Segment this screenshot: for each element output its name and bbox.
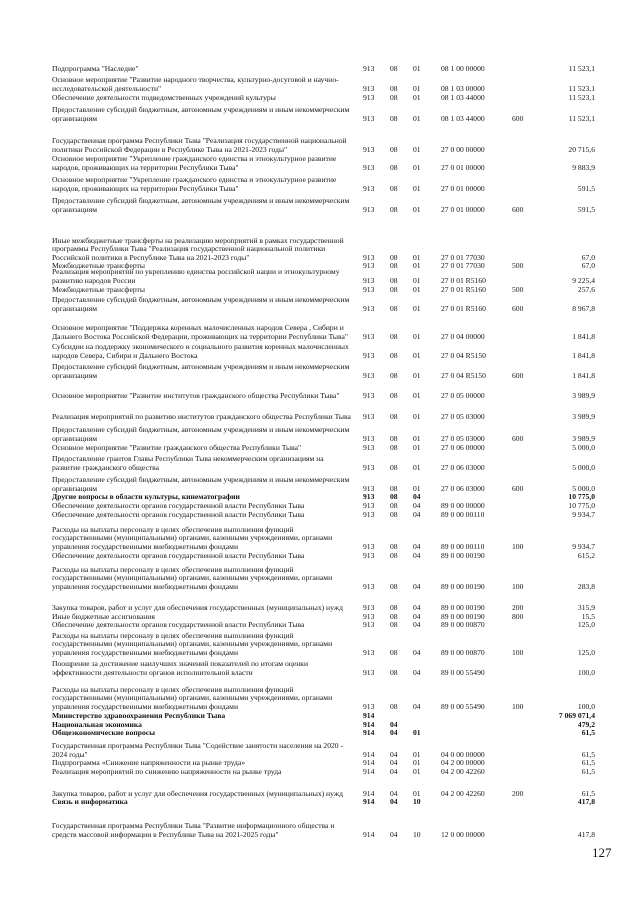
row-ministry-code: 913	[363, 619, 375, 629]
row-target-article: 27 0 05 00000	[441, 390, 485, 400]
row-description: Межбюджетные трансферты	[52, 284, 145, 294]
row-description: Обеспечение деятельности органов государственной власти Республики Тыва	[52, 500, 305, 510]
row-subsection: 10	[413, 796, 421, 806]
row-ministry-code: 913	[363, 611, 375, 621]
row-description: Основное мероприятие "Развитие институтов гражданского общества Республики Тыва"	[52, 390, 340, 400]
row-ministry-code: 913	[363, 442, 375, 452]
row-ministry-code: 913	[363, 483, 375, 493]
row-target-article: 04 2 00 42260	[441, 766, 485, 776]
row-amount: 11 523,1	[568, 92, 595, 102]
row-amount: 61,5	[581, 788, 595, 798]
row-amount: 11 523,1	[568, 63, 595, 73]
row-subsection: 01	[413, 788, 421, 798]
row-ministry-code: 914	[363, 710, 375, 720]
row-ministry-code: 913	[363, 113, 375, 123]
row-ministry-code: 914	[363, 829, 375, 839]
row-target-article: 27 0 04 00000	[441, 331, 485, 341]
row-description: Закупка товаров, работ и услуг для обеспечения государственных (муниципальных) нужд	[52, 602, 343, 612]
row-amount: 11 523,1	[568, 83, 595, 93]
row-section: 08	[390, 331, 398, 341]
row-amount: 315,9	[577, 602, 595, 612]
row-subsection: 01	[413, 260, 421, 270]
row-subsection: 04	[413, 602, 421, 612]
row-ministry-code: 913	[363, 63, 375, 73]
row-subsection: 01	[413, 183, 421, 193]
row-description: Закупка товаров, работ и услуг для обеспечения государственных (муниципальных) нужд	[52, 788, 343, 798]
row-ministry-code: 913	[363, 252, 375, 262]
row-subsection: 01	[413, 766, 421, 776]
row-description: Поощрение за достижение наилучших значений показателей по итогам оценки эффективности деятельности органов исполнительной власти	[52, 659, 309, 677]
row-ministry-code: 913	[363, 462, 375, 472]
row-ministry-code: 913	[363, 144, 375, 154]
row-ministry-code: 913	[363, 183, 375, 193]
row-ministry-code: 913	[363, 331, 375, 341]
row-subsection: 01	[413, 284, 421, 294]
row-expense-type: 600	[512, 113, 524, 123]
row-subsection: 04	[413, 541, 421, 551]
row-subsection: 04	[413, 647, 421, 657]
row-section: 04	[390, 757, 398, 767]
row-expense-type: 500	[512, 260, 524, 270]
row-amount: 100,0	[577, 667, 595, 677]
row-section: 08	[390, 350, 398, 360]
row-section: 08	[390, 113, 398, 123]
row-target-article: 89 0 00 00110	[441, 509, 485, 519]
row-subsection: 01	[413, 113, 421, 123]
row-subsection: 01	[413, 727, 421, 737]
row-section: 08	[390, 433, 398, 443]
row-subsection: 01	[413, 390, 421, 400]
row-amount: 9 225,4	[572, 275, 595, 285]
row-amount: 3 989,9	[572, 390, 595, 400]
row-description: Расходы на выплаты персоналу в целях обеспечения выполнения функций государственными (муниципальными) органами, казенными учреждениями, органами управления государственными внебюджетными фондами	[52, 685, 333, 711]
row-ministry-code: 913	[363, 370, 375, 380]
row-description: Расходы на выплаты персоналу в целях обеспечения выполнения функций государственными (муниципальными) органами, казенными учреждениями, органами управления государственными внебюджетными фондами	[52, 525, 333, 551]
row-section: 08	[390, 252, 398, 262]
row-amount: 20 715,6	[568, 144, 595, 154]
row-section: 08	[390, 162, 398, 172]
row-subsection: 01	[413, 252, 421, 262]
row-expense-type: 200	[512, 788, 524, 798]
row-description: Предоставление субсидий бюджетным, автономным учреждениям и иным некоммерческим организациям	[52, 362, 350, 380]
row-ministry-code: 913	[363, 350, 375, 360]
row-description: Другие вопросы в области культуры, кинематографии	[52, 491, 240, 501]
row-target-article: 89 0 00 00000	[441, 500, 485, 510]
row-description: Подпрограмма «Снижение напряженности на рынке труда»	[52, 757, 246, 767]
row-target-article: 89 0 00 55490	[441, 667, 485, 677]
row-description: Межбюджетные трансферты	[52, 260, 145, 270]
row-target-article: 89 0 00 00190	[441, 611, 485, 621]
row-ministry-code: 914	[363, 727, 375, 737]
row-description: Предоставление субсидий бюджетным, автономным учреждениям и иным некоммерческим организациям	[52, 295, 350, 313]
row-amount: 11 523,1	[568, 113, 595, 123]
row-amount: 125,0	[577, 619, 595, 629]
row-description: Предоставление грантов Главы Республики Тыва некоммерческим организациям на развитие гражданского общества	[52, 454, 324, 472]
row-amount: 479,2	[577, 719, 595, 729]
row-target-article: 12 0 00 00000	[441, 829, 485, 839]
row-ministry-code: 913	[363, 509, 375, 519]
row-expense-type: 100	[512, 701, 524, 711]
row-amount: 283,8	[577, 581, 595, 591]
row-amount: 15,5	[581, 611, 595, 621]
row-section: 04	[390, 749, 398, 759]
row-target-article: 27 0 06 03000	[441, 462, 485, 472]
row-amount: 10 775,0	[568, 500, 595, 510]
row-section: 08	[390, 183, 398, 193]
row-ministry-code: 913	[363, 701, 375, 711]
row-subsection: 01	[413, 749, 421, 759]
table-row	[0, 489, 639, 519]
row-target-article: 08 1 03 00000	[441, 83, 485, 93]
row-subsection: 10	[413, 829, 421, 839]
table-row	[0, 647, 639, 677]
row-ministry-code: 913	[363, 550, 375, 560]
row-target-article: 89 0 00 00870	[441, 647, 485, 657]
row-description: Предоставление субсидий бюджетным, автономным учреждениям и иным некоммерческим организациям	[52, 196, 350, 214]
row-ministry-code: 914	[363, 749, 375, 759]
row-amount: 5 000,0	[572, 442, 595, 452]
row-ministry-code: 914	[363, 719, 375, 729]
row-section: 08	[390, 204, 398, 214]
row-target-article: 89 0 00 00190	[441, 581, 485, 591]
row-expense-type: 600	[512, 433, 524, 443]
row-target-article: 27 0 01 77030	[441, 252, 485, 262]
row-subsection: 01	[413, 204, 421, 214]
row-description: Общеэкономические вопросы	[52, 727, 156, 737]
row-section: 04	[390, 796, 398, 806]
row-description: Государственная программа Республики Тыва "Развитие информационного общества и средств массовой информации в Республике Тыва на 2021-2025 годы"	[52, 821, 335, 839]
row-section: 08	[390, 541, 398, 551]
row-description: Иные межбюджетные трансферты на реализацию мероприятий в рамках государственной программы Республики Тыва "Реализация государственной национальной политики Российской политики в Республике Тыва на 2021-2023 годы"	[52, 236, 344, 262]
row-amount: 1 841,8	[572, 350, 595, 360]
row-subsection: 01	[413, 433, 421, 443]
row-ministry-code: 913	[363, 92, 375, 102]
row-target-article: 27 0 06 00000	[441, 442, 485, 452]
row-ministry-code: 914	[363, 757, 375, 767]
row-subsection: 01	[413, 411, 421, 421]
row-target-article: 04 2 00 00000	[441, 757, 485, 767]
row-subsection: 01	[413, 275, 421, 285]
row-amount: 8 967,8	[572, 303, 595, 313]
row-ministry-code: 913	[363, 204, 375, 214]
row-target-article: 27 0 01 00000	[441, 204, 485, 214]
row-subsection: 01	[413, 483, 421, 493]
row-description: Министерство здравоохранения Республики Тыва	[52, 710, 226, 720]
row-subsection: 01	[413, 92, 421, 102]
row-ministry-code: 913	[363, 491, 375, 501]
row-subsection: 04	[413, 611, 421, 621]
row-description: Предоставление субсидий бюджетным, автономным учреждениям и иным некоммерческим организациям	[52, 475, 350, 493]
row-subsection: 01	[413, 757, 421, 767]
row-amount: 5 000,0	[572, 483, 595, 493]
row-section: 08	[390, 602, 398, 612]
row-target-article: 27 0 01 77030	[441, 260, 485, 270]
row-subsection: 04	[413, 667, 421, 677]
row-target-article: 27 0 04 R5150	[441, 370, 486, 380]
row-expense-type: 200	[512, 602, 524, 612]
row-amount: 5 000,0	[572, 462, 595, 472]
row-amount: 9 934,7	[572, 541, 595, 551]
row-expense-type: 100	[512, 541, 524, 551]
row-subsection: 01	[413, 303, 421, 313]
row-subsection: 01	[413, 83, 421, 93]
row-amount: 417,8	[577, 829, 595, 839]
row-target-article: 08 1 03 44000	[441, 113, 485, 123]
row-description: Основное мероприятие "Развитие гражданского общества Республики Тыва"	[52, 442, 302, 452]
table-row	[0, 599, 639, 629]
table-row	[0, 93, 639, 123]
row-section: 08	[390, 611, 398, 621]
row-expense-type: 100	[512, 647, 524, 657]
row-amount: 1 841,8	[572, 331, 595, 341]
row-target-article: 08 1 00 00000	[441, 63, 485, 73]
row-description: Основное мероприятие "Укрепление гражданского единства и этнокультурное развитие народов, проживающих на территории Республики Тыва"	[52, 175, 337, 193]
row-ministry-code: 913	[363, 284, 375, 294]
row-description: Государственная программа Республики Тыва "Реализация государственной национальной политики Российской Федерации в Республике Тыва на 2021-2023 годы"	[52, 136, 347, 154]
row-section: 04	[390, 719, 398, 729]
row-section: 08	[390, 303, 398, 313]
row-amount: 3 989,9	[572, 411, 595, 421]
row-ministry-code: 913	[363, 162, 375, 172]
row-amount: 61,5	[581, 757, 595, 767]
row-subsection: 01	[413, 63, 421, 73]
row-description: Реализация мероприятий по развитию институтов гражданского общества Республики Тыва	[52, 411, 351, 421]
row-section: 08	[390, 92, 398, 102]
row-amount: 615,2	[577, 550, 595, 560]
row-section: 08	[390, 275, 398, 285]
row-ministry-code: 913	[363, 500, 375, 510]
row-description: Расходы на выплаты персоналу в целях обеспечения выполнения функций государственными (муниципальными) органами, казенными учреждениями, органами управления государственными внебюджетными фондами	[52, 631, 333, 657]
row-amount: 1 841,8	[572, 370, 595, 380]
row-target-article: 27 0 05 03000	[441, 433, 485, 443]
row-target-article: 89 0 00 00190	[441, 550, 485, 560]
row-ministry-code: 913	[363, 303, 375, 313]
row-description: Связь и информатика	[52, 796, 128, 806]
row-description: Основное мероприятие "Укрепление гражданского единства и этнокультурное развитие народов, проживающих на территории Республики Тыва"	[52, 154, 337, 172]
row-section: 08	[390, 411, 398, 421]
row-subsection: 01	[413, 350, 421, 360]
row-section: 08	[390, 144, 398, 154]
row-description: Иные бюджетные ассигнования	[52, 611, 155, 621]
row-subsection: 04	[413, 619, 421, 629]
row-target-article: 04 0 00 00000	[441, 749, 485, 759]
row-subsection: 04	[413, 701, 421, 711]
table-row	[0, 809, 639, 839]
row-subsection: 01	[413, 144, 421, 154]
row-ministry-code: 913	[363, 83, 375, 93]
row-amount: 125,0	[577, 647, 595, 657]
row-description: Подпрограмма "Наследие"	[52, 63, 139, 73]
row-target-article: 89 0 00 55490	[441, 701, 485, 711]
row-subsection: 01	[413, 162, 421, 172]
row-section: 08	[390, 701, 398, 711]
row-expense-type: 100	[512, 581, 524, 591]
row-amount: 257,6	[577, 284, 595, 294]
row-subsection: 04	[413, 581, 421, 591]
row-subsection: 04	[413, 500, 421, 510]
row-expense-type: 600	[512, 303, 524, 313]
row-section: 08	[390, 63, 398, 73]
row-amount: 591,5	[577, 183, 595, 193]
row-section: 08	[390, 509, 398, 519]
row-subsection: 01	[413, 331, 421, 341]
row-target-article: 27 0 01 00000	[441, 162, 485, 172]
row-section: 04	[390, 788, 398, 798]
row-section: 08	[390, 581, 398, 591]
row-target-article: 27 0 06 03000	[441, 483, 485, 493]
row-description: Обеспечение деятельности подведомственных учреждений культуры	[52, 92, 276, 102]
row-section: 08	[390, 667, 398, 677]
row-amount: 591,5	[577, 204, 595, 214]
row-expense-type: 500	[512, 284, 524, 294]
row-amount: 61,5	[581, 749, 595, 759]
page-number: 127	[592, 845, 612, 860]
row-ministry-code: 913	[363, 275, 375, 285]
row-ministry-code: 913	[363, 433, 375, 443]
row-description: Расходы на выплаты персоналу в целях обеспечения выполнения функций государственными (муниципальными) органами, казенными учреждениями, органами управления государственными внебюджетными фондами	[52, 565, 333, 591]
row-target-article: 27 0 01 R5160	[441, 303, 486, 313]
row-amount: 3 989,9	[572, 433, 595, 443]
row-section: 08	[390, 619, 398, 629]
table-row	[0, 184, 639, 214]
row-target-article: 89 0 00 00110	[441, 541, 485, 551]
row-section: 08	[390, 370, 398, 380]
row-target-article: 08 1 03 44000	[441, 92, 485, 102]
row-subsection: 04	[413, 550, 421, 560]
row-target-article: 89 0 00 00870	[441, 619, 485, 629]
row-ministry-code: 913	[363, 411, 375, 421]
row-section: 08	[390, 83, 398, 93]
row-description: Национальная экономика	[52, 719, 142, 729]
row-subsection: 04	[413, 491, 421, 501]
row-section: 08	[390, 647, 398, 657]
table-row	[0, 776, 639, 806]
row-target-article: 27 0 01 R5160	[441, 275, 486, 285]
row-expense-type: 600	[512, 370, 524, 380]
row-ministry-code: 913	[363, 541, 375, 551]
row-description: Обеспечение деятельности органов государственной власти Республики Тыва	[52, 550, 305, 560]
row-section: 08	[390, 284, 398, 294]
row-description: Предоставление субсидий бюджетным, автономным учреждениям и иным некоммерческим организациям	[52, 105, 350, 123]
row-section: 08	[390, 500, 398, 510]
row-section: 08	[390, 462, 398, 472]
row-description: Обеспечение деятельности органов государственной власти Республики Тыва	[52, 619, 305, 629]
row-section: 08	[390, 390, 398, 400]
row-expense-type: 800	[512, 611, 524, 621]
row-target-article: 27 0 05 03000	[441, 411, 485, 421]
row-section: 04	[390, 766, 398, 776]
row-target-article: 27 0 01 R5160	[441, 284, 486, 294]
row-ministry-code: 913	[363, 260, 375, 270]
row-amount: 10 775,0	[568, 491, 595, 501]
row-target-article: 27 0 00 00000	[441, 144, 485, 154]
row-description: Предоставление субсидий бюджетным, автономным учреждениям и иным некоммерческим организациям	[52, 425, 350, 443]
row-section: 08	[390, 260, 398, 270]
row-description: Обеспечение деятельности органов государственной власти Республики Тыва	[52, 509, 305, 519]
row-ministry-code: 913	[363, 647, 375, 657]
row-amount: 61,5	[581, 727, 595, 737]
row-description: Государственная программа Республики Тыва "Содействие занятости населения на 2020 - 2024 годы"	[52, 741, 344, 759]
row-ministry-code: 914	[363, 796, 375, 806]
row-amount: 61,5	[581, 766, 595, 776]
row-target-article: 27 0 04 R5150	[441, 350, 486, 360]
row-section: 04	[390, 727, 398, 737]
row-amount: 417,8	[577, 796, 595, 806]
row-expense-type: 600	[512, 483, 524, 493]
row-target-article: 27 0 01 00000	[441, 183, 485, 193]
row-target-article: 04 2 00 42260	[441, 788, 485, 798]
row-ministry-code: 913	[363, 390, 375, 400]
table-row	[0, 530, 639, 560]
row-description: Основное мероприятие "Развитие народного творчества, культурно-досуговой и научно-исследовательской деятельности"	[52, 75, 339, 93]
row-subsection: 04	[413, 509, 421, 519]
row-amount: 67,0	[581, 252, 595, 262]
row-description: Основное мероприятие "Поддержка коренных малочисленных народов Севера , Сибири и Дальнего Востока Российской Федерации, проживающих на территории Республики Тыва"	[52, 323, 348, 341]
row-description: Реализация мероприятий по снижению напряженности на рынке труда	[52, 766, 282, 776]
table-row	[0, 283, 639, 313]
row-description: Реализация мероприятий по укреплению единства российской нации и этнокультурному развитию народов России	[52, 267, 340, 285]
row-section: 08	[390, 491, 398, 501]
row-ministry-code: 914	[363, 788, 375, 798]
row-subsection: 01	[413, 442, 421, 452]
row-amount: 9 934,7	[572, 509, 595, 519]
row-ministry-code: 913	[363, 667, 375, 677]
row-amount: 7 069 071,4	[558, 710, 595, 720]
row-section: 08	[390, 442, 398, 452]
row-subsection: 01	[413, 462, 421, 472]
row-ministry-code: 913	[363, 581, 375, 591]
row-amount: 100,0	[577, 701, 595, 711]
row-amount: 67,0	[581, 260, 595, 270]
row-section: 04	[390, 829, 398, 839]
row-description: Субсидии на поддержку экономического и социального развития коренных малочисленных народов Севера, Сибири и Дальнего Востока	[52, 342, 349, 360]
row-section: 08	[390, 550, 398, 560]
row-ministry-code: 913	[363, 602, 375, 612]
row-subsection: 01	[413, 370, 421, 380]
row-amount: 9 883,9	[572, 162, 595, 172]
row-ministry-code: 914	[363, 766, 375, 776]
row-section: 08	[390, 483, 398, 493]
row-target-article: 89 0 00 00190	[441, 602, 485, 612]
row-expense-type: 600	[512, 204, 524, 214]
